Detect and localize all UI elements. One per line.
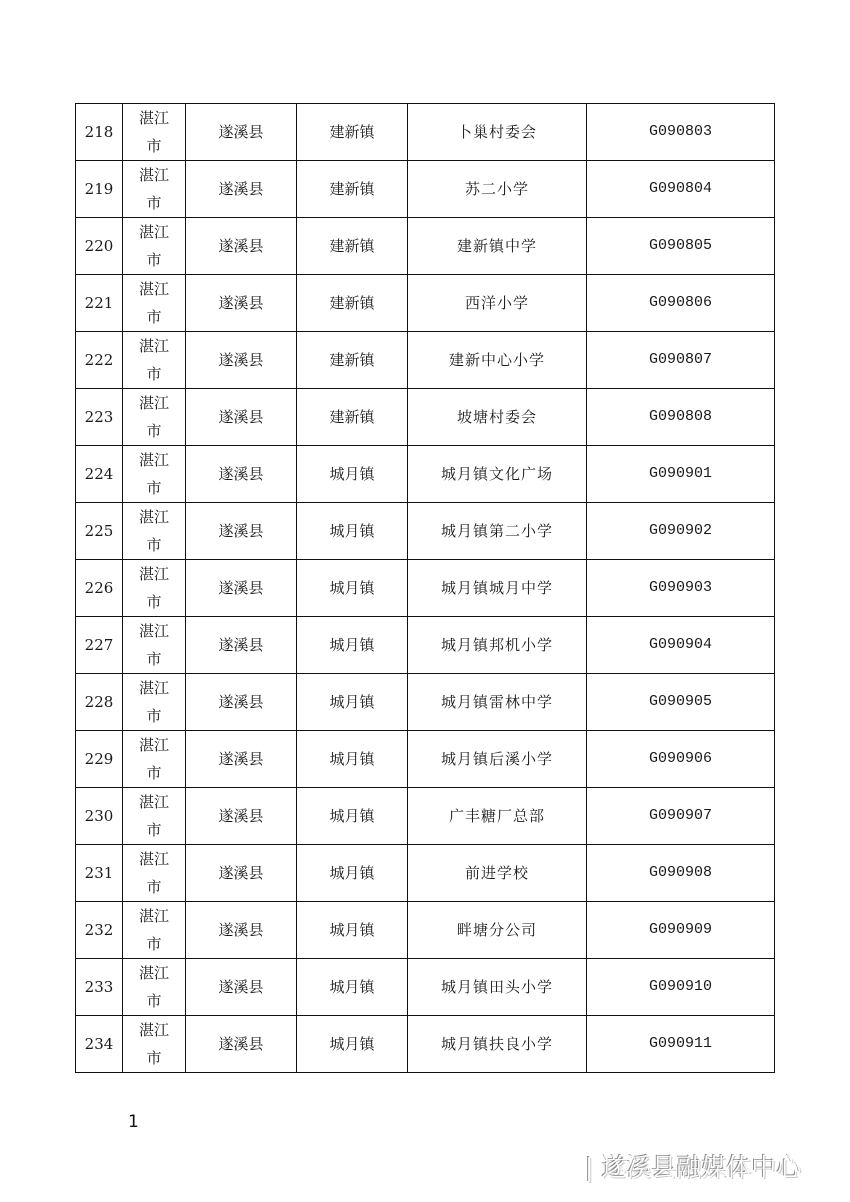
county-cell [186,104,297,161]
town-cell [297,218,408,275]
town-cell [297,1016,408,1073]
city-line-1: 湛江 [138,793,169,811]
row-number: 224 [84,465,114,483]
city-cell [123,560,186,617]
row-number: 227 [84,636,114,654]
row-number: 233 [84,978,114,996]
row-number-cell [76,674,123,731]
town-cell [297,389,408,446]
site-cell [408,1016,587,1073]
code-cell [587,161,775,218]
county-name: 遂溪县 [218,1035,264,1053]
town-name: 建新镇 [329,294,375,312]
row-number: 229 [84,750,114,768]
town-cell [297,617,408,674]
city-line-2: 市 [146,365,162,383]
row-number-cell [76,560,123,617]
site-cell [408,902,587,959]
city-line-2: 市 [146,878,162,896]
site-cell [408,617,587,674]
city-line-2: 市 [146,650,162,668]
site-cell [408,332,587,389]
row-number: 220 [84,237,114,255]
code-cell [587,446,775,503]
county-name: 遂溪县 [218,636,264,654]
town-name: 建新镇 [329,408,375,426]
site-code: G090909 [648,921,712,938]
site-cell [408,389,587,446]
code-cell [587,731,775,788]
city-line-1: 湛江 [138,907,169,925]
site-cell [408,104,587,161]
code-cell [587,788,775,845]
city-line-1: 湛江 [138,508,169,526]
site-code: G090904 [648,636,712,653]
city-line-2: 市 [146,251,162,269]
county-name: 遂溪县 [218,921,264,939]
town-cell [297,731,408,788]
city-line-2: 市 [146,821,162,839]
table-row [76,389,775,446]
table-row [76,503,775,560]
row-number: 228 [84,693,114,711]
city-cell [123,104,186,161]
county-name: 遂溪县 [218,408,264,426]
row-number-cell [76,959,123,1016]
city-line-2: 市 [146,194,162,212]
watermark: | 遂溪县融媒体中心 [585,1153,802,1182]
city-line-1: 湛江 [138,679,169,697]
site-cell [408,731,587,788]
row-number-cell [76,218,123,275]
row-number: 222 [84,351,114,369]
county-name: 遂溪县 [218,237,264,255]
county-cell [186,332,297,389]
site-name: 前进学校 [464,864,529,882]
row-number: 234 [84,1035,114,1053]
county-name: 遂溪县 [218,807,264,825]
site-code: G090911 [648,1035,712,1052]
city-line-2: 市 [146,137,162,155]
county-cell [186,560,297,617]
row-number-cell [76,731,123,788]
city-line-2: 市 [146,935,162,953]
site-name: 卜巢村委会 [456,123,537,141]
table-row [76,560,775,617]
code-cell [587,902,775,959]
city-line-1: 湛江 [138,109,169,127]
county-name: 遂溪县 [218,180,264,198]
row-number-cell [76,902,123,959]
site-name: 建新镇中学 [456,237,537,255]
row-number: 226 [84,579,114,597]
city-line-1: 湛江 [138,622,169,640]
city-line-2: 市 [146,707,162,725]
town-cell [297,332,408,389]
site-code: G090905 [648,693,712,710]
town-name: 城月镇 [329,864,375,882]
town-name: 建新镇 [329,237,375,255]
site-code: G090806 [648,294,712,311]
site-code: G090807 [648,351,712,368]
row-number-cell [76,275,123,332]
code-cell [587,104,775,161]
city-cell [123,959,186,1016]
site-name: 城月镇田头小学 [440,978,553,996]
row-number-cell [76,845,123,902]
town-cell [297,275,408,332]
county-cell [186,731,297,788]
town-cell [297,560,408,617]
city-line-2: 市 [146,479,162,497]
site-code: G090906 [648,750,712,767]
city-cell [123,902,186,959]
city-cell [123,389,186,446]
code-cell [587,389,775,446]
table-body [76,104,775,1073]
town-name: 城月镇 [329,1035,375,1053]
county-name: 遂溪县 [218,978,264,996]
county-cell [186,788,297,845]
city-line-2: 市 [146,1049,162,1067]
county-name: 遂溪县 [218,351,264,369]
county-name: 遂溪县 [218,522,264,540]
row-number-cell [76,332,123,389]
city-cell [123,161,186,218]
county-cell [186,503,297,560]
row-number-cell [76,104,123,161]
row-number-cell [76,446,123,503]
city-line-1: 湛江 [138,451,169,469]
table-row [76,902,775,959]
site-name: 建新中心小学 [448,351,545,369]
city-line-1: 湛江 [138,394,169,412]
county-cell [186,389,297,446]
site-name: 城月镇文化广场 [440,465,553,483]
site-code: G090908 [648,864,712,881]
county-name: 遂溪县 [218,294,264,312]
city-cell [123,1016,186,1073]
code-cell [587,674,775,731]
site-code: G090805 [648,237,712,254]
row-number-cell [76,161,123,218]
town-name: 建新镇 [329,123,375,141]
site-cell [408,959,587,1016]
site-list-table [75,103,775,1073]
town-name: 城月镇 [329,579,375,597]
row-number-cell [76,617,123,674]
town-name: 城月镇 [329,465,375,483]
site-name: 城月镇邦机小学 [440,636,553,654]
town-cell [297,788,408,845]
city-line-1: 湛江 [138,565,169,583]
city-cell [123,218,186,275]
town-cell [297,446,408,503]
table-row [76,731,775,788]
code-cell [587,959,775,1016]
county-cell [186,959,297,1016]
county-cell [186,275,297,332]
site-code: G090907 [648,807,712,824]
city-cell [123,332,186,389]
town-name: 城月镇 [329,750,375,768]
table-row [76,446,775,503]
table-row [76,959,775,1016]
city-line-1: 湛江 [138,1021,169,1039]
city-line-1: 湛江 [138,337,169,355]
city-cell [123,731,186,788]
city-line-2: 市 [146,992,162,1010]
code-cell [587,560,775,617]
city-cell [123,788,186,845]
site-cell [408,161,587,218]
city-line-1: 湛江 [138,964,169,982]
town-name: 建新镇 [329,351,375,369]
city-line-2: 市 [146,536,162,554]
code-cell [587,503,775,560]
table-row [76,332,775,389]
county-cell [186,902,297,959]
code-cell [587,617,775,674]
site-name: 城月镇雷林中学 [440,693,553,711]
town-name: 城月镇 [329,636,375,654]
town-cell [297,959,408,1016]
site-cell [408,788,587,845]
site-name: 苏二小学 [464,180,529,198]
city-cell [123,503,186,560]
town-name: 城月镇 [329,693,375,711]
table-row [76,845,775,902]
table-row [76,275,775,332]
site-code: G090804 [648,180,712,197]
page-number: 1 [128,1112,139,1132]
site-cell [408,446,587,503]
row-number-cell [76,1016,123,1073]
row-number: 223 [84,408,114,426]
county-name: 遂溪县 [218,750,264,768]
row-number: 231 [84,864,114,882]
city-line-1: 湛江 [138,736,169,754]
city-line-2: 市 [146,422,162,440]
town-cell [297,674,408,731]
site-cell [408,560,587,617]
city-cell [123,446,186,503]
row-number: 219 [84,180,114,198]
county-cell [186,218,297,275]
town-cell [297,104,408,161]
site-cell [408,503,587,560]
site-name: 城月镇后溪小学 [440,750,553,768]
table-row [76,1016,775,1073]
site-code: G090902 [648,522,712,539]
county-name: 遂溪县 [218,693,264,711]
city-line-2: 市 [146,764,162,782]
city-cell [123,617,186,674]
table-row [76,104,775,161]
site-name: 西洋小学 [464,294,529,312]
code-cell [587,332,775,389]
site-name: 广丰糖厂总部 [448,807,545,825]
site-code: G090808 [648,408,712,425]
county-cell [186,161,297,218]
site-code: G090901 [648,465,712,482]
site-code: G090910 [648,978,712,995]
site-name: 城月镇第二小学 [440,522,553,540]
town-name: 城月镇 [329,921,375,939]
town-name: 城月镇 [329,807,375,825]
site-name: 城月镇扶良小学 [440,1035,553,1053]
code-cell [587,845,775,902]
table-row [76,218,775,275]
site-name: 坡塘村委会 [456,408,537,426]
town-cell [297,902,408,959]
code-cell [587,275,775,332]
county-cell [186,845,297,902]
city-line-1: 湛江 [138,850,169,868]
county-name: 遂溪县 [218,579,264,597]
row-number: 225 [84,522,114,540]
table-row [76,788,775,845]
city-line-1: 湛江 [138,280,169,298]
site-cell [408,674,587,731]
county-name: 遂溪县 [218,864,264,882]
town-name: 建新镇 [329,180,375,198]
county-name: 遂溪县 [218,123,264,141]
row-number: 218 [84,123,114,141]
code-cell [587,1016,775,1073]
county-name: 遂溪县 [218,465,264,483]
row-number: 232 [84,921,114,939]
site-code: G090903 [648,579,712,596]
row-number-cell [76,389,123,446]
row-number-cell [76,788,123,845]
site-cell [408,845,587,902]
row-number: 230 [84,807,114,825]
city-line-1: 湛江 [138,223,169,241]
county-cell [186,617,297,674]
site-cell [408,218,587,275]
table-row [76,161,775,218]
code-cell [587,218,775,275]
town-name: 城月镇 [329,522,375,540]
site-name: 城月镇城月中学 [440,579,553,597]
table-row [76,617,775,674]
site-cell [408,275,587,332]
city-cell [123,674,186,731]
city-line-2: 市 [146,593,162,611]
town-cell [297,845,408,902]
row-number: 221 [84,294,114,312]
county-cell [186,446,297,503]
county-cell [186,1016,297,1073]
table-row [76,674,775,731]
city-line-1: 湛江 [138,166,169,184]
town-cell [297,503,408,560]
site-code: G090803 [648,123,712,140]
row-number-cell [76,503,123,560]
county-cell [186,674,297,731]
city-line-2: 市 [146,308,162,326]
town-name: 城月镇 [329,978,375,996]
site-name: 畔塘分公司 [456,921,537,939]
city-cell [123,275,186,332]
town-cell [297,161,408,218]
city-cell [123,845,186,902]
